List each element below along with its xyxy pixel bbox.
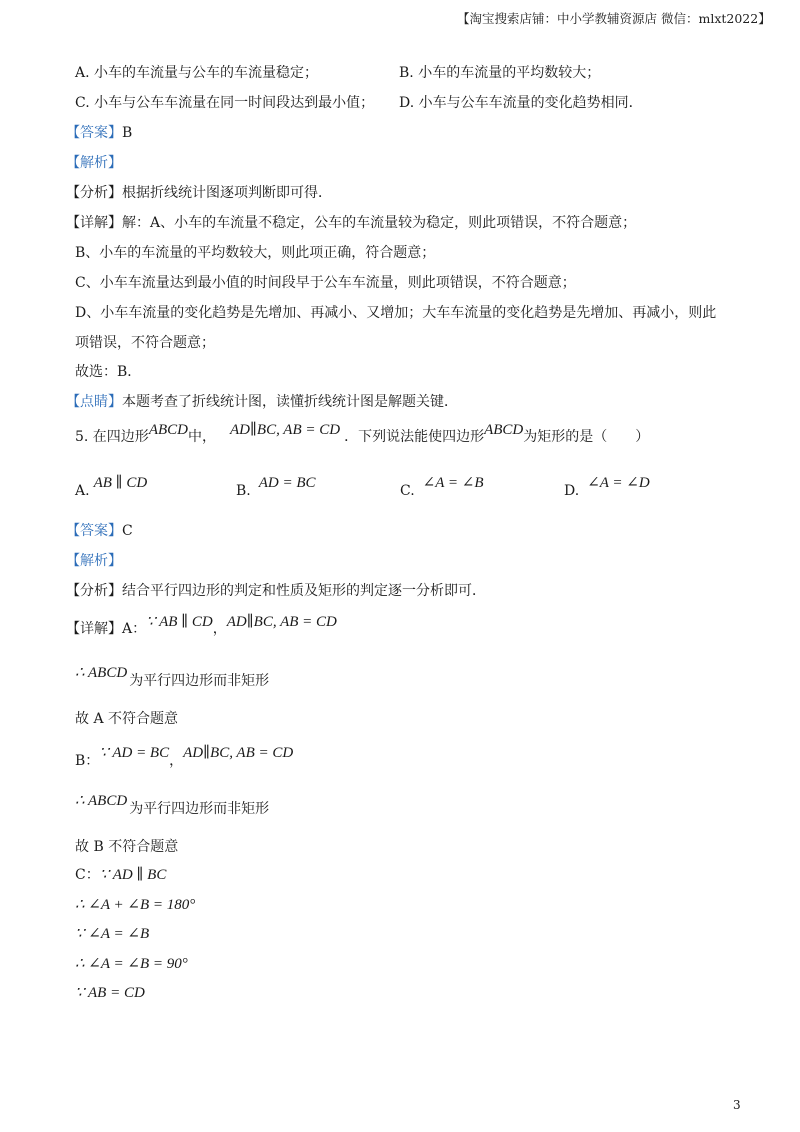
stem-part-c: ．下列说法能使四边形	[344, 429, 485, 445]
q5-fenxi	[66, 582, 486, 600]
q4-option-b: B. 小车的车流量的平均数较大；	[399, 65, 601, 81]
q5-option-c	[400, 474, 484, 499]
q5-detail-c-line-1: ∴ ∠A + ∠B = 180°	[75, 897, 196, 913]
q5-option-d	[564, 474, 650, 499]
option-letter: C.	[400, 483, 415, 499]
option-letter: B.	[236, 483, 251, 499]
detail-tag: 【详解】	[66, 621, 122, 637]
option-expr: AD = BC	[258, 475, 316, 491]
given-expr: AD∥BC, AB = CD	[226, 614, 337, 630]
detail-prefix: C：	[75, 867, 100, 883]
q4-choose: 故选：B．	[75, 364, 142, 380]
page-number: 3	[733, 1098, 741, 1112]
answer-value: C	[122, 523, 133, 539]
option-letter: A.	[75, 483, 90, 499]
option-expr: ∠A = ∠D	[587, 475, 650, 491]
q5-detail-c-line-4: ∵ AB = CD	[75, 985, 145, 1001]
comma: ，	[169, 753, 184, 769]
option-letter: D.	[564, 483, 580, 499]
quad-name: ABCD	[148, 422, 188, 438]
therefore-expr: ∴ ABCD	[75, 665, 128, 681]
q5-detail-a	[66, 614, 337, 638]
q4-fenxi	[66, 184, 332, 202]
because-expr: ∵ AB ∥ CD	[146, 614, 213, 630]
q5-detail-c	[75, 866, 166, 884]
q4-detail-line-4: D、小车车流量的变化趋势是先增加、再减小、又增加；大车车流量的变化趋势是先增加、再减小，则此	[75, 305, 717, 321]
because-expr: ∵ AD = BC	[99, 745, 170, 761]
fenxi-tag: 【分析】	[66, 583, 122, 599]
q5-detail-a-conclusion: 故 A 不符合题意	[75, 711, 179, 727]
q5-detail-b-therefore	[75, 792, 270, 817]
fenxi-tag: 【分析】	[66, 185, 122, 201]
given-expr: AD∥BC, AB = CD	[183, 745, 294, 761]
q4-detail-line-5: 项错误，不符合题意；	[75, 335, 215, 351]
fenxi-text: 根据折线统计图逐项判断即可得．	[122, 185, 332, 201]
option-expr: ∠A = ∠B	[422, 475, 484, 491]
q5-detail-b	[75, 744, 294, 769]
q5-detail-c-line-3: ∴ ∠A = ∠B = 90°	[75, 956, 188, 972]
q4-option-a: A. 小车的车流量与公车的车流量稳定；	[75, 65, 319, 81]
answer-value: B	[122, 125, 133, 141]
quad-name-2: ABCD	[484, 422, 524, 438]
q5-stem	[75, 422, 650, 446]
q4-detail-line-2: B、小车的车流量的平均数较大，则此项正确，符合题意；	[75, 245, 436, 261]
condition: AD∥BC, AB = CD	[229, 422, 341, 438]
not-rect-text: 为平行四边形而非矩形	[129, 673, 270, 689]
q5-detail-a-therefore	[75, 664, 270, 689]
comment-tag: 【点睛】	[66, 394, 122, 410]
therefore-expr: ∴ ABCD	[75, 793, 128, 809]
stem-part-d: 为矩形的是（ ）	[523, 429, 650, 445]
q5-option-b	[236, 474, 316, 499]
q4-detail-line-3: C、小车车流量达到最小值的时间段早于公车车流量，则此项错误，不符合题意；	[75, 275, 576, 291]
detail-prefix: A：	[122, 621, 147, 637]
q4-comment	[66, 393, 458, 411]
detail-text: 解：A、小车的车流量不稳定，公车的车流量较为稳定，则此项错误，不符合题意；	[122, 215, 637, 231]
detail-prefix: B：	[75, 753, 100, 769]
q5-analysis-tag: 【解析】	[66, 553, 122, 569]
answer-tag: 【答案】	[66, 125, 122, 141]
comment-text: 本题考查了折线统计图，读懂折线统计图是解题关键．	[122, 394, 458, 410]
q5-answer	[66, 522, 133, 540]
stem-part-b: 中，	[187, 429, 216, 445]
page-header: 【淘宝搜索店铺：中小学教辅资源店 微信：mlxt2022】	[457, 11, 771, 26]
q4-answer	[66, 124, 132, 142]
not-rect-text: 为平行四边形而非矩形	[129, 801, 270, 817]
q4-detail-line-1	[66, 214, 636, 232]
q4-analysis-tag: 【解析】	[66, 155, 122, 171]
stem-part-a: 5. 在四边形	[75, 429, 149, 445]
fenxi-text: 结合平行四边形的判定和性质及矩形的判定逐一分析即可．	[122, 583, 486, 599]
because-expr: ∵ AD ∥ BC	[99, 867, 167, 883]
option-expr: AB ∥ CD	[93, 475, 148, 491]
q5-detail-b-conclusion: 故 B 不符合题意	[75, 839, 179, 855]
detail-tag: 【详解】	[66, 215, 122, 231]
q5-option-a	[75, 474, 148, 499]
comma: ，	[212, 621, 227, 637]
q5-detail-c-line-2: ∵ ∠A = ∠B	[75, 926, 150, 942]
answer-tag: 【答案】	[66, 523, 122, 539]
q4-option-d: D. 小车与公车车流量的变化趋势相同．	[399, 95, 643, 111]
q4-option-c: C. 小车与公车车流量在同一时间段达到最小值；	[75, 95, 375, 111]
